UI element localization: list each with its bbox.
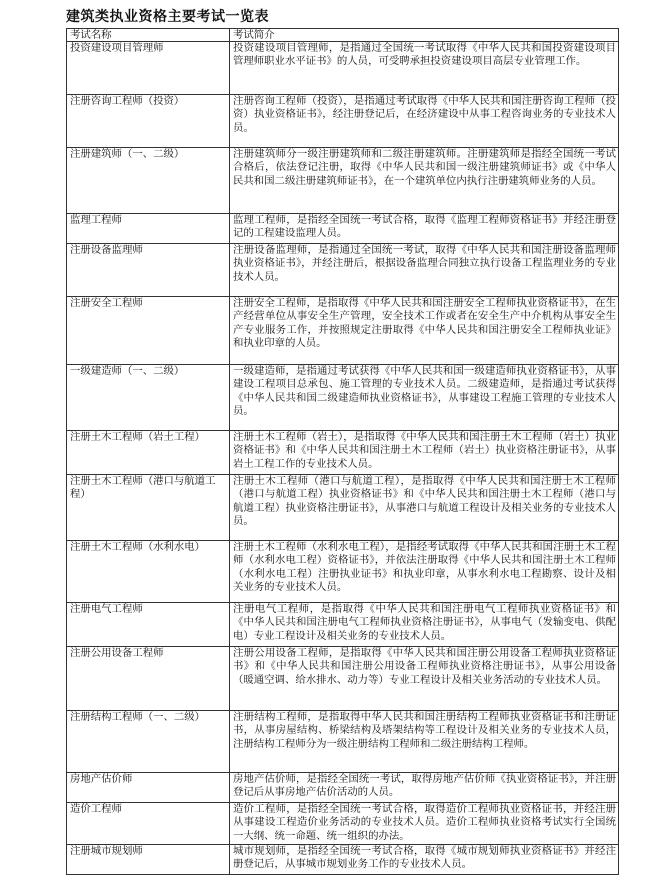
exam-name-cell: 注册设备监理师 <box>67 244 230 297</box>
exam-desc-cell: 投资建设项目管理师，是指通过全国统一考试取得《中华人民共和国投资建设项目管理师职业水平证书》的人员，可受聘承担投资建设项目高层专业管理工作。 <box>230 42 619 95</box>
table-row <box>67 42 619 95</box>
table-row <box>67 773 619 803</box>
exam-name-cell: 注册结构工程师（一、二级） <box>67 711 230 773</box>
exam-desc-cell: 注册土木工程师（岩土），是指取得《中华人民共和国注册土木工程师（岩土）执业资格证书》和《中华人民共和国注册土木工程师（岩土）执业资格注册证书》，从事岩土工程工作的专业技术人员。 <box>230 431 619 475</box>
exam-table <box>66 28 619 875</box>
exam-name-cell: 注册电气工程师 <box>67 603 230 647</box>
page-title: 建筑类执业资格主要考试一览表 <box>66 9 269 25</box>
table-row <box>67 365 619 431</box>
table-row <box>67 475 619 541</box>
exam-name-cell: 注册公用设备工程师 <box>67 647 230 711</box>
exam-desc-cell: 注册设备监理师，是指通过全国统一考试，取得《中华人民共和国注册设备监理师执业资格证书》，并经注册后，根据设备监理合同独立执行设备工程监理业务的专业技术人员。 <box>230 244 619 297</box>
exam-desc-cell: 注册土木工程师（水利水电工程），是指经考试取得《中华人民共和国注册土木工程师（水利水电工程）资格证书》，并依法注册取得《中华人民共和国注册土木工程师（水利水电工程）注册执业证书》和执业印章，从事水利水电工程勘察、设计及相关业务的专业技术人员。 <box>230 541 619 603</box>
table-row <box>67 431 619 475</box>
exam-name-cell: 一级建造师（一、二级） <box>67 365 230 431</box>
exam-desc-cell: 城市规划师，是指经全国统一考试合格，取得《城市规划师执业资格证书》并经注册登记后，从事城市规划业务工作的专业技术人员。 <box>230 845 619 875</box>
table-row <box>67 214 619 244</box>
column-header-desc: 考试简介 <box>230 29 619 42</box>
exam-desc-cell: 注册结构工程师，是指取得中华人民共和国注册结构工程师执业资格证书和注册证书，从事房屋结构、桥梁结构及塔架结构等工程设计及相关业务的专业技术人员，注册结构工程师分为一级注册结构工程师和二级注册结构工程师。 <box>230 711 619 773</box>
table-row <box>67 244 619 297</box>
table-row <box>67 541 619 603</box>
table-row <box>67 297 619 365</box>
exam-desc-cell: 房地产估价师，是指经全国统一考试，取得房地产估价师《执业资格证书》，并注册登记后从事房地产估价活动的人员。 <box>230 773 619 803</box>
exam-name-cell: 投资建设项目管理师 <box>67 42 230 95</box>
table-row <box>67 845 619 875</box>
exam-desc-cell: 注册安全工程师，是指取得《中华人民共和国注册安全工程师执业资格证书》，在生产经营单位从事安全生产管理，安全技术工作或者在安全生产中介机构从事安全生产专业服务工作，并按照规定注册取得《中华人民共和国注册安全工程师执业证》和执业印章的人员。 <box>230 297 619 365</box>
exam-name-cell: 注册土木工程师（岩土工程） <box>67 431 230 475</box>
exam-desc-cell: 注册电气工程师，是指取得《中华人民共和国注册电气工程师执业资格证书》和《中华人民共和国注册电气工程师执业资格注册证书》，从事电气（发输变电、供配电）专业工程设计及相关业务的专业技术人员。 <box>230 603 619 647</box>
exam-name-cell: 注册土木工程师（水利水电） <box>67 541 230 603</box>
table-row <box>67 95 619 148</box>
exam-name-cell: 造价工程师 <box>67 803 230 845</box>
exam-name-cell: 注册土木工程师（港口与航道工程） <box>67 475 230 541</box>
exam-name-cell: 注册咨询工程师（投资） <box>67 95 230 148</box>
table-row <box>67 603 619 647</box>
exam-desc-cell: 注册公用设备工程师，是指取得《中华人民共和国注册公用设备工程师执业资格证书》和《中华人民共和国注册公用设备工程师执业资格注册证书》，从事公用设备（暖通空调、给水排水、动力等）专业工程设计及相关业务活动的专业技术人员。 <box>230 647 619 711</box>
exam-desc-cell: 监理工程师，是指经全国统一考试合格，取得《监理工程师资格证书》并经注册登记的工程建设监理人员。 <box>230 214 619 244</box>
table-header-row <box>67 29 619 42</box>
table-row <box>67 148 619 214</box>
exam-name-cell: 房地产估价师 <box>67 773 230 803</box>
column-header-name: 考试名称 <box>67 29 230 42</box>
exam-name-cell: 注册城市规划师 <box>67 845 230 875</box>
exam-name-cell: 注册建筑师（一、二级） <box>67 148 230 214</box>
exam-desc-cell: 注册咨询工程师（投资），是指通过考试取得《中华人民共和国注册咨询工程师（投资）执业资格证书》，经注册登记后，在经济建设中从事工程咨询业务的专业技术人员。 <box>230 95 619 148</box>
table-row <box>67 803 619 845</box>
table-row <box>67 711 619 773</box>
table-row <box>67 647 619 711</box>
exam-desc-cell: 一级建造师，是指通过考试获得《中华人民共和国一级建造师执业资格证书》，从事建设工程项目总承包、施工管理的专业技术人员。二级建造师，是指通过考试获得《中华人民共和国二级建造师执业资格证书》，从事建设工程施工管理的专业技术人员。 <box>230 365 619 431</box>
exam-name-cell: 注册安全工程师 <box>67 297 230 365</box>
exam-desc-cell: 造价工程师，是指经全国统一考试合格，取得造价工程师执业资格证书，并经注册从事建设工程造价业务活动的专业技术人员。造价工程师执业资格考试实行全国统一大纲、统一命题、统一组织的办法。 <box>230 803 619 845</box>
exam-name-cell: 监理工程师 <box>67 214 230 244</box>
exam-desc-cell: 注册建筑师分一级注册建筑师和二级注册建筑师。注册建筑师是指经全国统一考试合格后，依法登记注册，取得《中华人民共和国一级注册建筑师证书》或《中华人民共和国二级注册建筑师证书》，在一个建筑单位内执行注册建筑师业务的人员。 <box>230 148 619 214</box>
exam-desc-cell: 注册土木工程师（港口与航道工程），是指取得《中华人民共和国注册土木工程师（港口与航道工程）执业资格证书》和《中华人民共和国注册土木工程师（港口与航道工程）执业资格注册证书》，从事港口与航道工程设计及相关业务的专业技术人员。 <box>230 475 619 541</box>
